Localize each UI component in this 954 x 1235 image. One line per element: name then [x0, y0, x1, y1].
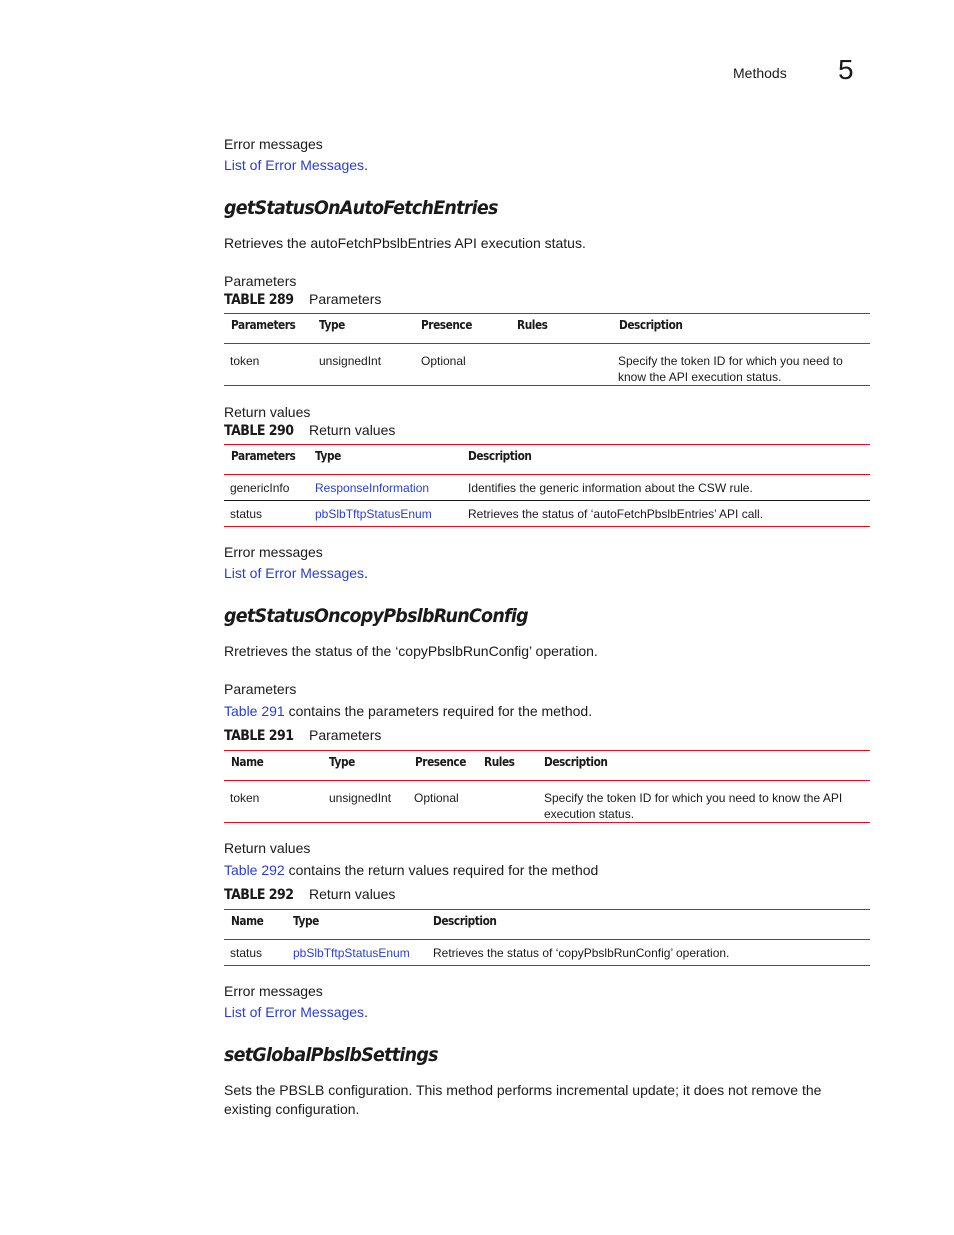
return-values-heading: Return values	[224, 840, 311, 856]
table-289	[224, 313, 870, 386]
table-header-row	[224, 445, 870, 475]
table-row: token unsignedInt Optional Specify the token ID for which you need to know the API execution status.	[224, 781, 870, 823]
table-title: Parameters	[309, 291, 382, 307]
col-header: Type	[329, 755, 355, 769]
table-row: status pbSlbTftpStatusEnum Retrieves the status of ‘autoFetchPbslbEntries’ API call.	[224, 501, 870, 527]
method-description: Rretrieves the status of the ‘copyPbslbRunConfig’ operation.	[224, 643, 598, 659]
method-title-getstatusonautofetchentries: getStatusOnAutoFetchEntries	[224, 197, 498, 219]
table-title: Return values	[309, 886, 396, 902]
col-header: Parameters	[231, 449, 296, 463]
table-caption	[224, 727, 382, 744]
parameters-heading: Parameters	[224, 273, 297, 289]
col-header: Presence	[415, 755, 466, 769]
error-messages-link[interactable]: List of Error Messages	[224, 565, 365, 581]
col-header: Type	[315, 449, 341, 463]
error-messages-heading: Error messages	[224, 544, 323, 560]
error-messages-line: List of Error Messages.	[224, 1004, 368, 1020]
col-header: Description	[544, 755, 608, 769]
table-title: Parameters	[309, 727, 382, 743]
type-link[interactable]: ResponseInformation	[315, 481, 430, 495]
col-header: Rules	[517, 318, 548, 332]
col-header: Presence	[421, 318, 472, 332]
error-messages-heading: Error messages	[224, 136, 323, 152]
table-header-row	[224, 314, 870, 344]
col-header: Rules	[484, 755, 515, 769]
table-caption	[224, 291, 382, 308]
table-290	[224, 444, 870, 527]
parameters-heading: Parameters	[224, 681, 297, 697]
col-header: Type	[319, 318, 345, 332]
table-number: TABLE 291	[224, 728, 294, 744]
table-292	[224, 909, 870, 966]
method-description: Retrieves the autoFetchPbslbEntries API execution status.	[224, 235, 586, 251]
table-title: Return values	[309, 422, 396, 438]
col-header: Description	[619, 318, 683, 332]
error-messages-link[interactable]: List of Error Messages	[224, 1004, 365, 1020]
chapter-number: 5	[838, 54, 854, 85]
table-row: status pbSlbTftpStatusEnum Retrieves the status of ‘copyPbslbRunConfig’ operation.	[224, 940, 870, 966]
error-messages-heading: Error messages	[224, 983, 323, 999]
error-messages-line: List of Error Messages.	[224, 157, 368, 173]
error-messages-link[interactable]: List of Error Messages	[224, 157, 365, 173]
running-header-section: Methods	[733, 65, 787, 81]
table-header-row	[224, 751, 870, 781]
table-number: TABLE 290	[224, 423, 294, 439]
error-messages-line: List of Error Messages.	[224, 565, 368, 581]
table-291-link[interactable]: Table 291	[224, 703, 285, 719]
table-row: genericInfo ResponseInformation Identifies the generic information about the CSW rule.	[224, 475, 870, 501]
table-291	[224, 750, 870, 823]
table-number: TABLE 292	[224, 887, 294, 903]
table-caption	[224, 886, 396, 903]
table-row: token unsignedInt Optional Specify the token ID for which you need to know the API execution status.	[224, 344, 870, 386]
type-link[interactable]: pbSlbTftpStatusEnum	[293, 946, 410, 960]
parameters-reference: Table 291 contains the parameters required for the method.	[224, 703, 593, 719]
col-header: Description	[433, 914, 497, 928]
return-values-reference: Table 292 contains the return values required for the method	[224, 862, 599, 878]
return-values-heading: Return values	[224, 404, 311, 420]
type-link[interactable]: pbSlbTftpStatusEnum	[315, 507, 432, 521]
col-header: Parameters	[231, 318, 296, 332]
table-caption	[224, 422, 396, 439]
col-header: Name	[231, 755, 264, 769]
col-header: Type	[293, 914, 319, 928]
table-292-link[interactable]: Table 292	[224, 862, 285, 878]
method-description: Sets the PBSLB configuration. This method performs incremental update; it does not remove the existing configuration.	[224, 1082, 822, 1117]
col-header: Description	[468, 449, 532, 463]
table-number: TABLE 289	[224, 292, 294, 308]
col-header: Name	[231, 914, 264, 928]
method-title-getstatusoncopypbslbrunconfig: getStatusOncopyPbslbRunConfig	[224, 605, 528, 627]
method-title-setglobalpbslbsettings: setGlobalPbslbSettings	[224, 1044, 438, 1066]
table-header-row	[224, 910, 870, 940]
